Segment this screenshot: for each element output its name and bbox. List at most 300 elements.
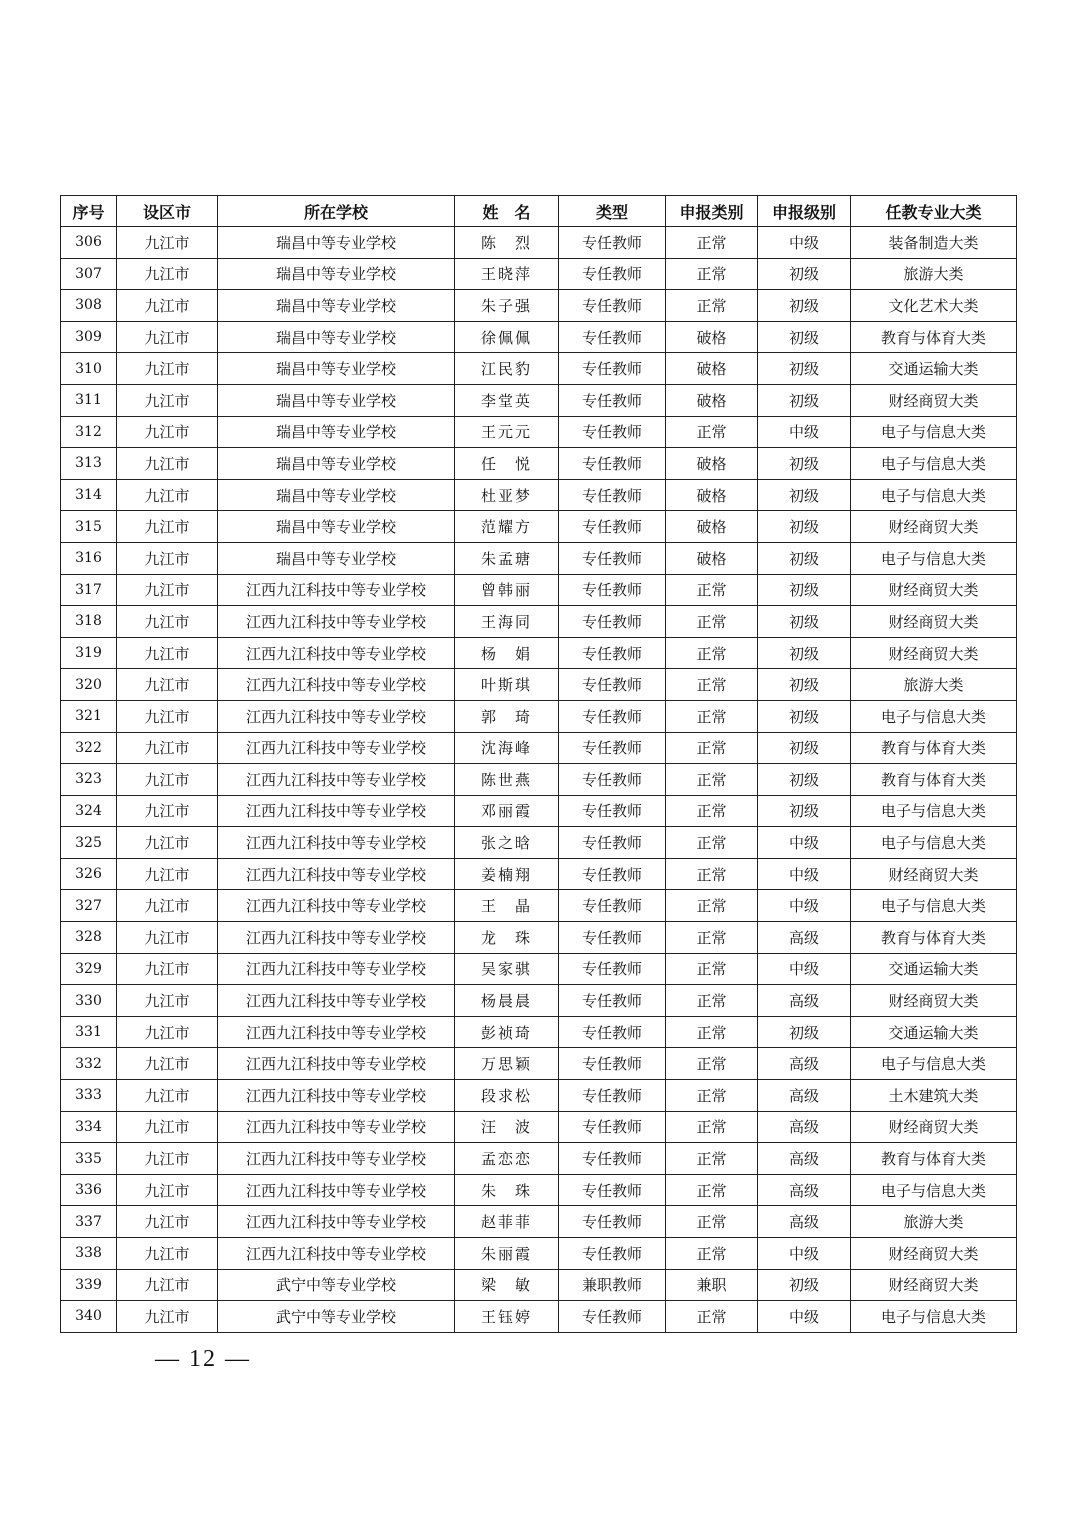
table-row bbox=[61, 321, 1017, 353]
cell-name: 杨晨晨 bbox=[455, 985, 559, 1017]
cell-serial: 306 bbox=[61, 227, 117, 259]
cell-name: 王钰婷 bbox=[455, 1301, 559, 1333]
cell-category: 正常 bbox=[666, 290, 758, 322]
cell-city: 九江市 bbox=[117, 795, 218, 827]
cell-city: 九江市 bbox=[117, 700, 218, 732]
cell-name: 徐佩佩 bbox=[455, 321, 559, 353]
cell-category: 破格 bbox=[666, 511, 758, 543]
cell-major: 电子与信息大类 bbox=[851, 795, 1017, 827]
cell-major: 交通运输大类 bbox=[851, 353, 1017, 385]
cell-level: 中级 bbox=[758, 416, 851, 448]
cell-serial: 323 bbox=[61, 764, 117, 796]
cell-major: 财经商贸大类 bbox=[851, 384, 1017, 416]
cell-city: 九江市 bbox=[117, 827, 218, 859]
cell-city: 九江市 bbox=[117, 764, 218, 796]
cell-major: 财经商贸大类 bbox=[851, 511, 1017, 543]
cell-category: 正常 bbox=[666, 700, 758, 732]
cell-category: 正常 bbox=[666, 1301, 758, 1333]
cell-city: 九江市 bbox=[117, 1016, 218, 1048]
cell-city: 九江市 bbox=[117, 574, 218, 606]
table-row bbox=[61, 1080, 1017, 1112]
cell-level: 初级 bbox=[758, 795, 851, 827]
page-number: — 12 — bbox=[155, 1346, 251, 1372]
cell-level: 初级 bbox=[758, 290, 851, 322]
teacher-roster-table bbox=[60, 195, 1017, 1333]
table-row bbox=[61, 1301, 1017, 1333]
cell-major: 财经商贸大类 bbox=[851, 574, 1017, 606]
cell-name: 王晓萍 bbox=[455, 258, 559, 290]
cell-serial: 340 bbox=[61, 1301, 117, 1333]
cell-name: 段求松 bbox=[455, 1080, 559, 1112]
cell-school: 江西九江科技中等专业学校 bbox=[218, 1206, 455, 1238]
cell-type: 专任教师 bbox=[559, 290, 666, 322]
cell-major: 电子与信息大类 bbox=[851, 1048, 1017, 1080]
cell-category: 正常 bbox=[666, 258, 758, 290]
cell-level: 初级 bbox=[758, 542, 851, 574]
cell-school: 江西九江科技中等专业学校 bbox=[218, 764, 455, 796]
cell-serial: 339 bbox=[61, 1269, 117, 1301]
cell-category: 正常 bbox=[666, 890, 758, 922]
cell-city: 九江市 bbox=[117, 1238, 218, 1270]
table-row bbox=[61, 258, 1017, 290]
cell-level: 初级 bbox=[758, 384, 851, 416]
cell-city: 九江市 bbox=[117, 384, 218, 416]
cell-type: 专任教师 bbox=[559, 1048, 666, 1080]
cell-level: 高级 bbox=[758, 1206, 851, 1238]
cell-level: 中级 bbox=[758, 1238, 851, 1270]
table-row bbox=[61, 1174, 1017, 1206]
cell-type: 专任教师 bbox=[559, 384, 666, 416]
cell-name: 曾韩丽 bbox=[455, 574, 559, 606]
table-row bbox=[61, 290, 1017, 322]
cell-school: 武宁中等专业学校 bbox=[218, 1301, 455, 1333]
cell-serial: 326 bbox=[61, 858, 117, 890]
cell-name: 朱丽霞 bbox=[455, 1238, 559, 1270]
cell-serial: 319 bbox=[61, 637, 117, 669]
cell-category: 正常 bbox=[666, 227, 758, 259]
cell-type: 专任教师 bbox=[559, 606, 666, 638]
cell-type: 专任教师 bbox=[559, 416, 666, 448]
cell-serial: 309 bbox=[61, 321, 117, 353]
cell-category: 正常 bbox=[666, 1048, 758, 1080]
table-row bbox=[61, 922, 1017, 954]
cell-level: 初级 bbox=[758, 479, 851, 511]
cell-school: 江西九江科技中等专业学校 bbox=[218, 1048, 455, 1080]
cell-category: 正常 bbox=[666, 637, 758, 669]
cell-major: 旅游大类 bbox=[851, 669, 1017, 701]
cell-level: 中级 bbox=[758, 827, 851, 859]
cell-major: 旅游大类 bbox=[851, 1206, 1017, 1238]
cell-type: 专任教师 bbox=[559, 227, 666, 259]
cell-serial: 310 bbox=[61, 353, 117, 385]
cell-city: 九江市 bbox=[117, 479, 218, 511]
cell-type: 专任教师 bbox=[559, 922, 666, 954]
cell-name: 叶斯琪 bbox=[455, 669, 559, 701]
cell-serial: 335 bbox=[61, 1143, 117, 1175]
cell-school: 江西九江科技中等专业学校 bbox=[218, 795, 455, 827]
cell-city: 九江市 bbox=[117, 732, 218, 764]
cell-school: 江西九江科技中等专业学校 bbox=[218, 953, 455, 985]
table-row bbox=[61, 985, 1017, 1017]
header-name: 姓 名 bbox=[455, 196, 559, 227]
header-school: 所在学校 bbox=[218, 196, 455, 227]
header-application-category: 申报类别 bbox=[666, 196, 758, 227]
cell-name: 江民豹 bbox=[455, 353, 559, 385]
cell-city: 九江市 bbox=[117, 1080, 218, 1112]
cell-name: 万思颖 bbox=[455, 1048, 559, 1080]
cell-city: 九江市 bbox=[117, 1048, 218, 1080]
cell-category: 正常 bbox=[666, 416, 758, 448]
cell-category: 正常 bbox=[666, 1080, 758, 1112]
cell-category: 正常 bbox=[666, 1174, 758, 1206]
table-row bbox=[61, 353, 1017, 385]
header-city: 设区市 bbox=[117, 196, 218, 227]
cell-type: 专任教师 bbox=[559, 953, 666, 985]
cell-level: 初级 bbox=[758, 1269, 851, 1301]
cell-name: 龙 珠 bbox=[455, 922, 559, 954]
cell-school: 江西九江科技中等专业学校 bbox=[218, 827, 455, 859]
cell-school: 瑞昌中等专业学校 bbox=[218, 384, 455, 416]
cell-major: 电子与信息大类 bbox=[851, 448, 1017, 480]
cell-type: 专任教师 bbox=[559, 795, 666, 827]
cell-school: 瑞昌中等专业学校 bbox=[218, 353, 455, 385]
table-row bbox=[61, 542, 1017, 574]
cell-school: 江西九江科技中等专业学校 bbox=[218, 922, 455, 954]
cell-category: 正常 bbox=[666, 606, 758, 638]
table-header-row bbox=[61, 196, 1017, 227]
cell-school: 瑞昌中等专业学校 bbox=[218, 511, 455, 543]
header-serial: 序号 bbox=[61, 196, 117, 227]
cell-major: 文化艺术大类 bbox=[851, 290, 1017, 322]
cell-major: 电子与信息大类 bbox=[851, 890, 1017, 922]
cell-name: 沈海峰 bbox=[455, 732, 559, 764]
cell-type: 专任教师 bbox=[559, 700, 666, 732]
cell-major: 教育与体育大类 bbox=[851, 1143, 1017, 1175]
cell-category: 正常 bbox=[666, 732, 758, 764]
table-row bbox=[61, 669, 1017, 701]
cell-serial: 330 bbox=[61, 985, 117, 1017]
cell-category: 正常 bbox=[666, 764, 758, 796]
cell-serial: 325 bbox=[61, 827, 117, 859]
cell-type: 专任教师 bbox=[559, 1238, 666, 1270]
table-row bbox=[61, 795, 1017, 827]
table-row bbox=[61, 1143, 1017, 1175]
cell-category: 破格 bbox=[666, 542, 758, 574]
cell-category: 正常 bbox=[666, 922, 758, 954]
cell-major: 交通运输大类 bbox=[851, 953, 1017, 985]
cell-type: 专任教师 bbox=[559, 479, 666, 511]
cell-school: 江西九江科技中等专业学校 bbox=[218, 574, 455, 606]
cell-level: 初级 bbox=[758, 700, 851, 732]
cell-major: 教育与体育大类 bbox=[851, 732, 1017, 764]
cell-level: 中级 bbox=[758, 858, 851, 890]
cell-serial: 332 bbox=[61, 1048, 117, 1080]
header-type: 类型 bbox=[559, 196, 666, 227]
cell-city: 九江市 bbox=[117, 606, 218, 638]
cell-city: 九江市 bbox=[117, 227, 218, 259]
cell-city: 九江市 bbox=[117, 290, 218, 322]
table-row bbox=[61, 384, 1017, 416]
table-row bbox=[61, 700, 1017, 732]
cell-category: 正常 bbox=[666, 858, 758, 890]
cell-type: 专任教师 bbox=[559, 985, 666, 1017]
cell-level: 中级 bbox=[758, 227, 851, 259]
cell-city: 九江市 bbox=[117, 922, 218, 954]
cell-level: 初级 bbox=[758, 764, 851, 796]
cell-city: 九江市 bbox=[117, 321, 218, 353]
cell-serial: 322 bbox=[61, 732, 117, 764]
cell-type: 专任教师 bbox=[559, 1143, 666, 1175]
cell-school: 江西九江科技中等专业学校 bbox=[218, 985, 455, 1017]
cell-school: 江西九江科技中等专业学校 bbox=[218, 858, 455, 890]
table-row bbox=[61, 574, 1017, 606]
cell-city: 九江市 bbox=[117, 1301, 218, 1333]
cell-type: 专任教师 bbox=[559, 637, 666, 669]
cell-type: 专任教师 bbox=[559, 511, 666, 543]
cell-name: 郭 琦 bbox=[455, 700, 559, 732]
table-row bbox=[61, 732, 1017, 764]
cell-school: 江西九江科技中等专业学校 bbox=[218, 1111, 455, 1143]
cell-city: 九江市 bbox=[117, 258, 218, 290]
cell-major: 装备制造大类 bbox=[851, 227, 1017, 259]
cell-level: 初级 bbox=[758, 606, 851, 638]
cell-school: 江西九江科技中等专业学校 bbox=[218, 1174, 455, 1206]
cell-school: 江西九江科技中等专业学校 bbox=[218, 1016, 455, 1048]
cell-major: 土木建筑大类 bbox=[851, 1080, 1017, 1112]
cell-serial: 338 bbox=[61, 1238, 117, 1270]
cell-school: 江西九江科技中等专业学校 bbox=[218, 890, 455, 922]
cell-major: 电子与信息大类 bbox=[851, 416, 1017, 448]
cell-city: 九江市 bbox=[117, 637, 218, 669]
cell-category: 正常 bbox=[666, 953, 758, 985]
cell-category: 正常 bbox=[666, 795, 758, 827]
cell-name: 姜楠翔 bbox=[455, 858, 559, 890]
cell-category: 正常 bbox=[666, 574, 758, 606]
cell-type: 专任教师 bbox=[559, 1111, 666, 1143]
cell-name: 任 悦 bbox=[455, 448, 559, 480]
cell-level: 初级 bbox=[758, 321, 851, 353]
table-row bbox=[61, 416, 1017, 448]
cell-major: 财经商贸大类 bbox=[851, 1111, 1017, 1143]
cell-category: 破格 bbox=[666, 321, 758, 353]
cell-type: 专任教师 bbox=[559, 448, 666, 480]
cell-level: 初级 bbox=[758, 637, 851, 669]
cell-level: 初级 bbox=[758, 669, 851, 701]
cell-city: 九江市 bbox=[117, 448, 218, 480]
cell-type: 专任教师 bbox=[559, 353, 666, 385]
cell-major: 财经商贸大类 bbox=[851, 1238, 1017, 1270]
cell-name: 王 晶 bbox=[455, 890, 559, 922]
cell-level: 中级 bbox=[758, 953, 851, 985]
cell-type: 专任教师 bbox=[559, 764, 666, 796]
cell-level: 高级 bbox=[758, 1048, 851, 1080]
table-row bbox=[61, 479, 1017, 511]
cell-type: 专任教师 bbox=[559, 827, 666, 859]
cell-category: 破格 bbox=[666, 384, 758, 416]
table-body bbox=[61, 227, 1017, 1333]
cell-serial: 333 bbox=[61, 1080, 117, 1112]
cell-category: 正常 bbox=[666, 1111, 758, 1143]
cell-level: 中级 bbox=[758, 890, 851, 922]
cell-type: 专任教师 bbox=[559, 669, 666, 701]
cell-type: 专任教师 bbox=[559, 542, 666, 574]
cell-serial: 316 bbox=[61, 542, 117, 574]
cell-serial: 329 bbox=[61, 953, 117, 985]
cell-city: 九江市 bbox=[117, 542, 218, 574]
cell-level: 初级 bbox=[758, 353, 851, 385]
cell-major: 电子与信息大类 bbox=[851, 1174, 1017, 1206]
cell-type: 专任教师 bbox=[559, 1301, 666, 1333]
cell-level: 高级 bbox=[758, 1143, 851, 1175]
cell-type: 专任教师 bbox=[559, 890, 666, 922]
cell-city: 九江市 bbox=[117, 985, 218, 1017]
cell-serial: 315 bbox=[61, 511, 117, 543]
cell-level: 高级 bbox=[758, 1111, 851, 1143]
cell-serial: 317 bbox=[61, 574, 117, 606]
cell-category: 正常 bbox=[666, 1206, 758, 1238]
cell-city: 九江市 bbox=[117, 1143, 218, 1175]
table-row bbox=[61, 1206, 1017, 1238]
cell-school: 瑞昌中等专业学校 bbox=[218, 448, 455, 480]
cell-category: 正常 bbox=[666, 669, 758, 701]
cell-serial: 328 bbox=[61, 922, 117, 954]
cell-major: 财经商贸大类 bbox=[851, 985, 1017, 1017]
cell-type: 专任教师 bbox=[559, 1080, 666, 1112]
cell-city: 九江市 bbox=[117, 353, 218, 385]
cell-serial: 311 bbox=[61, 384, 117, 416]
cell-name: 邓丽霞 bbox=[455, 795, 559, 827]
cell-school: 瑞昌中等专业学校 bbox=[218, 479, 455, 511]
cell-city: 九江市 bbox=[117, 1174, 218, 1206]
cell-name: 朱孟瑭 bbox=[455, 542, 559, 574]
table-row bbox=[61, 511, 1017, 543]
cell-school: 江西九江科技中等专业学校 bbox=[218, 1238, 455, 1270]
cell-type: 专任教师 bbox=[559, 258, 666, 290]
header-application-level: 申报级别 bbox=[758, 196, 851, 227]
cell-name: 彭祯琦 bbox=[455, 1016, 559, 1048]
cell-serial: 308 bbox=[61, 290, 117, 322]
cell-school: 瑞昌中等专业学校 bbox=[218, 542, 455, 574]
table-row bbox=[61, 1238, 1017, 1270]
cell-major: 电子与信息大类 bbox=[851, 542, 1017, 574]
table-row bbox=[61, 827, 1017, 859]
table-row bbox=[61, 606, 1017, 638]
cell-school: 江西九江科技中等专业学校 bbox=[218, 669, 455, 701]
cell-level: 初级 bbox=[758, 732, 851, 764]
cell-name: 梁 敏 bbox=[455, 1269, 559, 1301]
cell-name: 李堂英 bbox=[455, 384, 559, 416]
cell-major: 财经商贸大类 bbox=[851, 637, 1017, 669]
cell-category: 破格 bbox=[666, 479, 758, 511]
cell-level: 中级 bbox=[758, 1301, 851, 1333]
cell-category: 正常 bbox=[666, 1238, 758, 1270]
cell-major: 电子与信息大类 bbox=[851, 700, 1017, 732]
cell-city: 九江市 bbox=[117, 890, 218, 922]
cell-serial: 312 bbox=[61, 416, 117, 448]
cell-level: 高级 bbox=[758, 1080, 851, 1112]
table-row bbox=[61, 1111, 1017, 1143]
cell-serial: 314 bbox=[61, 479, 117, 511]
cell-major: 教育与体育大类 bbox=[851, 321, 1017, 353]
cell-major: 电子与信息大类 bbox=[851, 1301, 1017, 1333]
cell-type: 专任教师 bbox=[559, 1016, 666, 1048]
cell-major: 财经商贸大类 bbox=[851, 606, 1017, 638]
cell-school: 江西九江科技中等专业学校 bbox=[218, 1143, 455, 1175]
cell-city: 九江市 bbox=[117, 669, 218, 701]
cell-major: 财经商贸大类 bbox=[851, 1269, 1017, 1301]
cell-school: 瑞昌中等专业学校 bbox=[218, 416, 455, 448]
cell-major: 电子与信息大类 bbox=[851, 479, 1017, 511]
cell-name: 朱子强 bbox=[455, 290, 559, 322]
cell-category: 正常 bbox=[666, 1016, 758, 1048]
table-row bbox=[61, 764, 1017, 796]
cell-school: 武宁中等专业学校 bbox=[218, 1269, 455, 1301]
cell-city: 九江市 bbox=[117, 953, 218, 985]
cell-serial: 320 bbox=[61, 669, 117, 701]
cell-category: 正常 bbox=[666, 1143, 758, 1175]
cell-level: 高级 bbox=[758, 1174, 851, 1206]
table-row bbox=[61, 448, 1017, 480]
cell-type: 专任教师 bbox=[559, 1174, 666, 1206]
cell-name: 陈 烈 bbox=[455, 227, 559, 259]
cell-type: 专任教师 bbox=[559, 574, 666, 606]
cell-serial: 313 bbox=[61, 448, 117, 480]
cell-serial: 321 bbox=[61, 700, 117, 732]
cell-school: 江西九江科技中等专业学校 bbox=[218, 1080, 455, 1112]
cell-major: 交通运输大类 bbox=[851, 1016, 1017, 1048]
cell-school: 瑞昌中等专业学校 bbox=[218, 321, 455, 353]
cell-city: 九江市 bbox=[117, 511, 218, 543]
cell-school: 瑞昌中等专业学校 bbox=[218, 290, 455, 322]
cell-name: 杨 娟 bbox=[455, 637, 559, 669]
cell-category: 破格 bbox=[666, 448, 758, 480]
cell-level: 初级 bbox=[758, 574, 851, 606]
cell-name: 王元元 bbox=[455, 416, 559, 448]
cell-school: 江西九江科技中等专业学校 bbox=[218, 606, 455, 638]
cell-name: 张之晗 bbox=[455, 827, 559, 859]
cell-school: 江西九江科技中等专业学校 bbox=[218, 637, 455, 669]
cell-school: 江西九江科技中等专业学校 bbox=[218, 732, 455, 764]
cell-serial: 318 bbox=[61, 606, 117, 638]
cell-type: 兼职教师 bbox=[559, 1269, 666, 1301]
cell-city: 九江市 bbox=[117, 1111, 218, 1143]
cell-name: 汪 波 bbox=[455, 1111, 559, 1143]
cell-serial: 337 bbox=[61, 1206, 117, 1238]
cell-type: 专任教师 bbox=[559, 732, 666, 764]
cell-school: 江西九江科技中等专业学校 bbox=[218, 700, 455, 732]
cell-type: 专任教师 bbox=[559, 1206, 666, 1238]
cell-level: 高级 bbox=[758, 985, 851, 1017]
cell-name: 吴家骐 bbox=[455, 953, 559, 985]
cell-name: 赵菲菲 bbox=[455, 1206, 559, 1238]
cell-level: 高级 bbox=[758, 922, 851, 954]
cell-serial: 327 bbox=[61, 890, 117, 922]
cell-serial: 307 bbox=[61, 258, 117, 290]
cell-city: 九江市 bbox=[117, 1269, 218, 1301]
cell-level: 初级 bbox=[758, 258, 851, 290]
cell-school: 瑞昌中等专业学校 bbox=[218, 227, 455, 259]
cell-name: 孟恋恋 bbox=[455, 1143, 559, 1175]
cell-category: 破格 bbox=[666, 353, 758, 385]
cell-category: 正常 bbox=[666, 827, 758, 859]
cell-city: 九江市 bbox=[117, 1206, 218, 1238]
cell-name: 杜亚梦 bbox=[455, 479, 559, 511]
cell-serial: 336 bbox=[61, 1174, 117, 1206]
table-row bbox=[61, 890, 1017, 922]
cell-type: 专任教师 bbox=[559, 858, 666, 890]
cell-level: 初级 bbox=[758, 448, 851, 480]
cell-major: 教育与体育大类 bbox=[851, 764, 1017, 796]
